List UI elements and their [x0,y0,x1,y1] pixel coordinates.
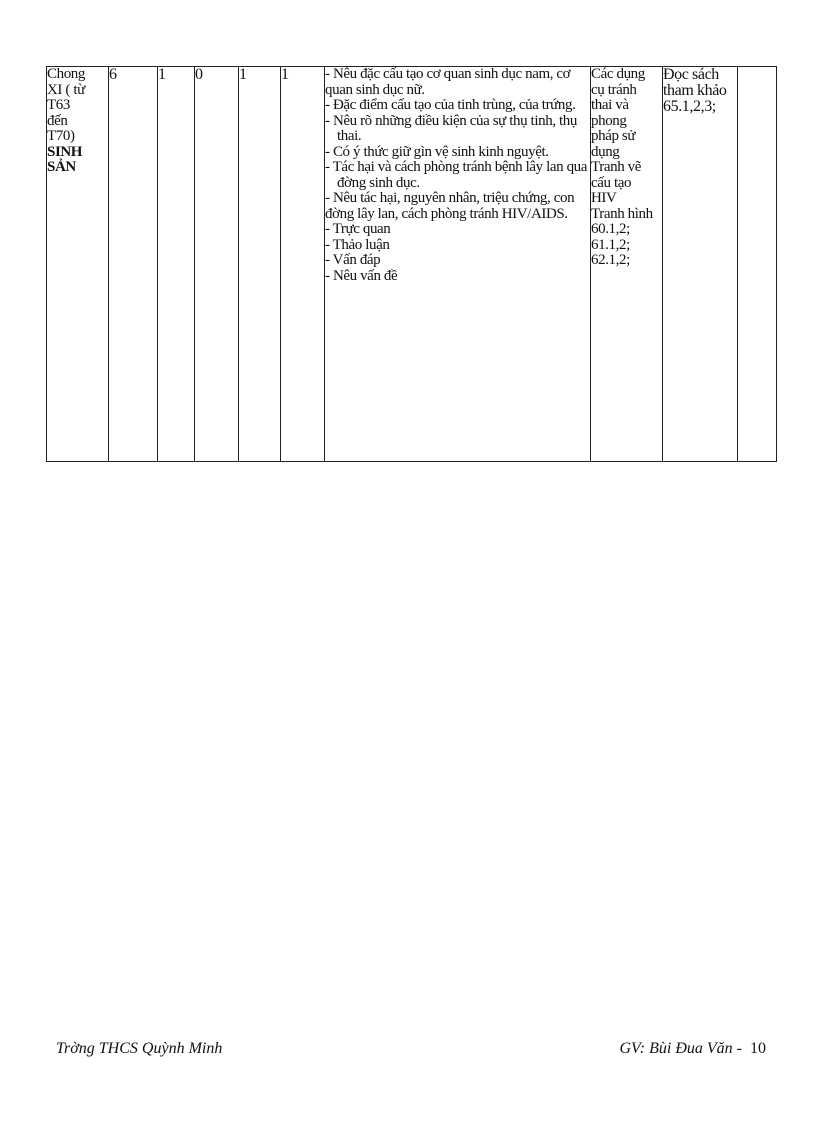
goal-line: thai. [337,128,362,144]
goal-line: đờng sinh dục. [337,174,420,191]
reference-line: 65.1,2,3; [663,98,716,115]
page-number: 10 [750,1040,766,1057]
number-cell: 1 [281,67,325,462]
chapter-line: Chong [47,66,86,82]
footer-teacher [620,1040,767,1058]
chapter-line: đến [47,112,68,129]
equipment-line: phong [591,112,627,129]
chapter-name: SINH [47,143,83,160]
teacher-name: Bùi Đua Văn [649,1040,733,1057]
chapter-cell [47,67,109,462]
lesson-plan-table [46,66,777,462]
chapter-name: SẢN [47,159,76,175]
equipment-line: Tranh vẽ [591,159,641,175]
equipment-line: Tranh hình [591,205,653,222]
goal-line: - Có ý thức giữ gìn vệ sinh kinh nguyệt. [325,143,549,160]
goal-line: - Nêu vấn đề [325,267,398,284]
number-cell: 1 [158,67,195,462]
chapter-line: T63 [47,97,70,113]
goals-cell [325,67,591,462]
goal-line: - Nêu đặc cấu tạo cơ quan sinh dục nam, cơ [325,66,571,82]
table-row [47,67,777,462]
reference-line: tham khảo [663,82,727,99]
goal-line: đờng lây lan, cách phòng tránh HIV/AIDS. [325,205,568,222]
goal-line: - Vấn đáp [325,252,381,268]
references-cell [663,67,738,462]
goal-line: - Nêu rõ những điều kiện của sự thụ tinh, thụ [325,112,577,129]
equipment-line: thai và [591,97,629,113]
chapter-line: XI ( từ [47,81,85,98]
goal-line: - Đặc điểm cấu tạo của tinh trùng, của trứng. [325,97,576,113]
chapter-line: T70) [47,128,75,144]
equipment-line: 62.1,2; [591,252,630,268]
footer-separator: - [736,1040,742,1057]
footer-school: Trờng THCS Quỳnh Minh [56,1040,223,1057]
number-cell: 0 [195,67,239,462]
equipment-line: cấu tạo [591,174,632,191]
goal-line: - Nêu tác hại, nguyên nhân, triệu chứng, con [325,190,575,206]
equipment-line: Các dụng [591,66,645,82]
equipment-line: 60.1,2; [591,221,630,237]
goal-line: - Tác hại và cách phòng tránh bệnh lây lan qua [325,159,588,175]
equipment-line: HIV [591,190,617,206]
goal-line: quan sinh dục nữ. [325,81,425,98]
equipment-line: pháp sử [591,128,636,144]
equipment-line: dụng [591,143,620,160]
equipment-cell [591,67,663,462]
goal-line: - Thảo luận [325,236,390,253]
equipment-line: 61.1,2; [591,236,630,253]
total-periods-cell: 6 [109,67,158,462]
number-cell: 1 [239,67,281,462]
reference-line: Đọc sách [663,66,719,83]
goal-line: - Trực quan [325,221,391,237]
teacher-prefix: GV: [619,1040,646,1057]
notes-cell [738,67,777,462]
equipment-line: cụ tránh [591,81,637,98]
